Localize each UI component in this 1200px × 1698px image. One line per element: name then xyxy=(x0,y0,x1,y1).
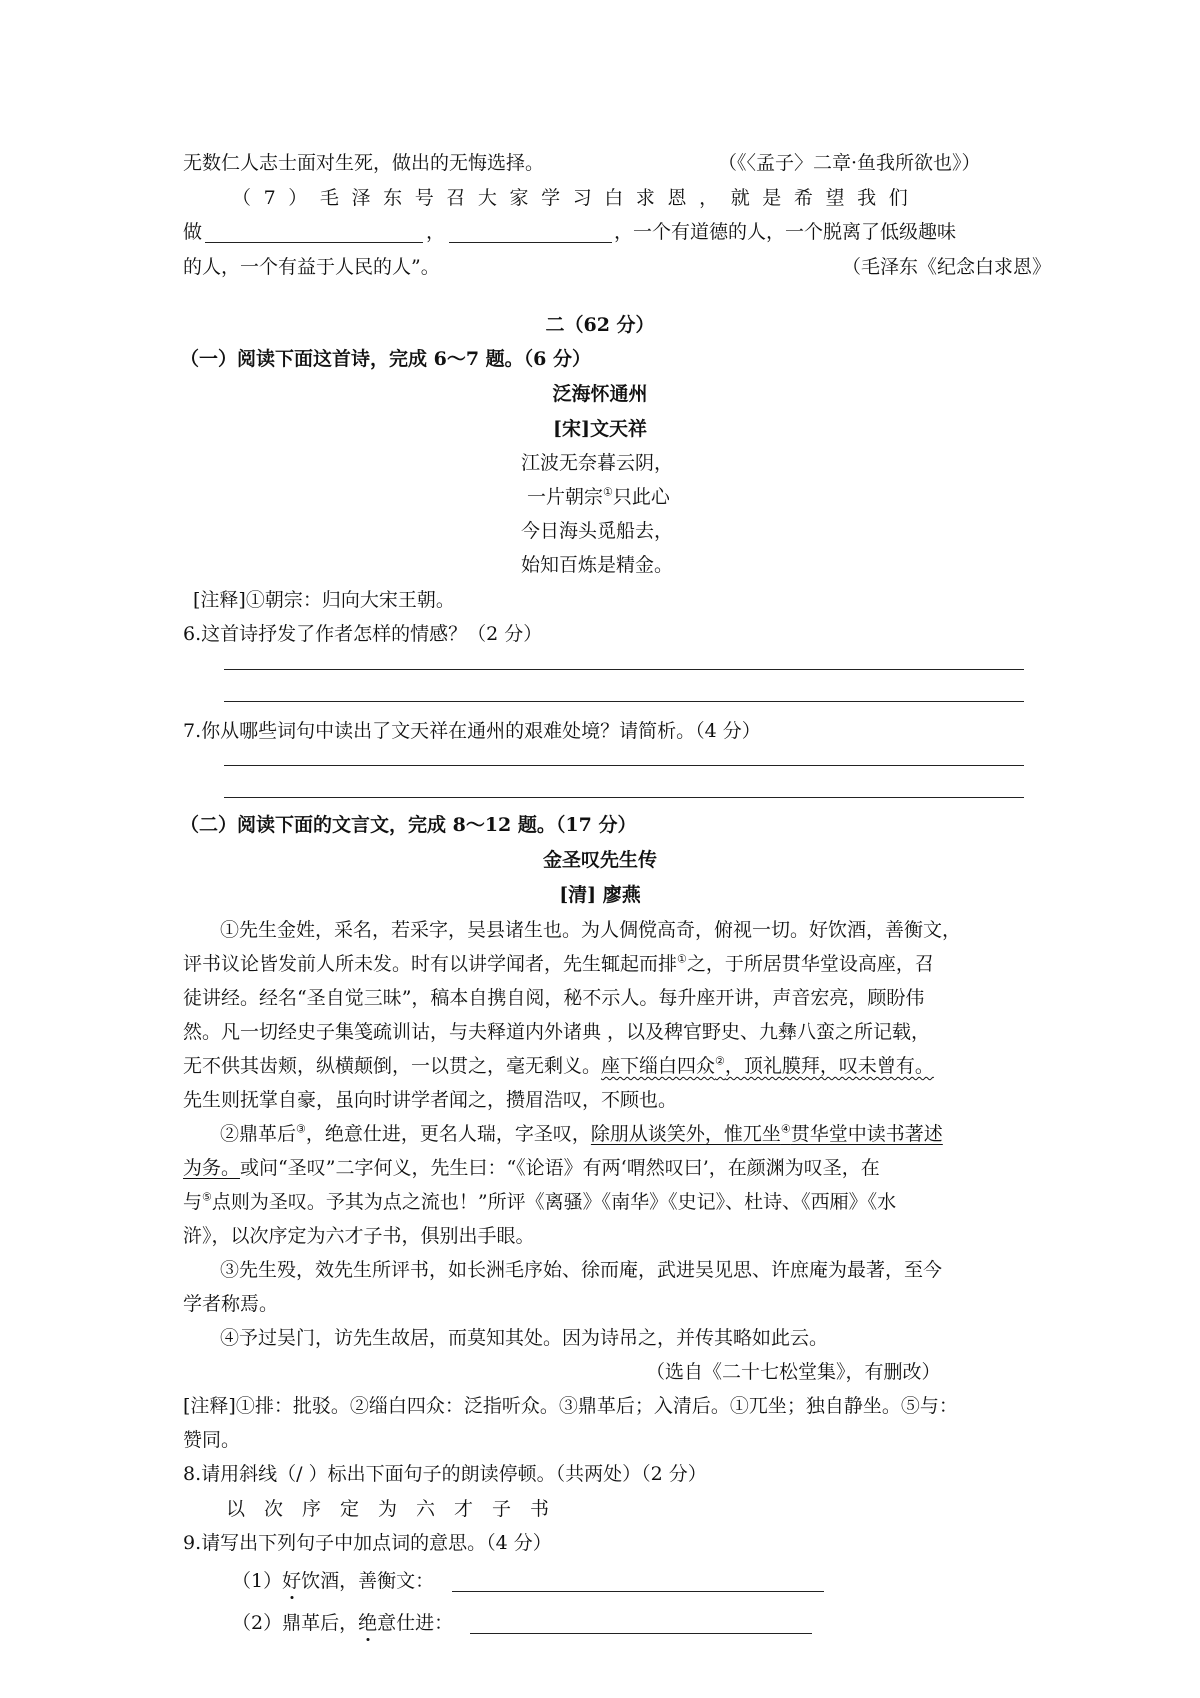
essay-line: ④予过吴门，访先生故居，而莫知其处。因为诗吊之，并传其略如此云。 xyxy=(220,1327,829,1349)
part-heading: （一）阅读下面这首诗，完成 6～7 题。（6 分） xyxy=(180,348,592,370)
answer-line[interactable] xyxy=(224,701,1024,702)
part-heading: （二）阅读下面的文言文，完成 8～12 题。（17 分） xyxy=(180,814,637,836)
poem-line: 今日海头觅船去， xyxy=(521,520,674,542)
essay-line: 然。凡一切经史子集笺疏训诂，与夫释道内外诸典 ，以及稗官野史、九彝八蛮之所记载， xyxy=(183,1021,931,1043)
poem-title: 泛海怀通州 xyxy=(552,383,648,405)
essay-source: （选自《二十七松堂集》，有删改） xyxy=(646,1361,941,1383)
essay-line: 先生则抚掌自豪，虽向时讲学者闻之，攒眉浩叹，不顾也。 xyxy=(183,1089,678,1111)
question-7: 7.你从哪些词句中读出了文天祥在通州的艰难处境？请简析。（4 分） xyxy=(183,720,761,742)
essay-line: 与⑤点则为圣叹。予其为点之流也！”所评《离骚》《南华》《史记》、杜诗、《西厢》《水 xyxy=(183,1190,897,1213)
question-7-line: （7）毛泽东号召大家学习白求恩，就是希望我们 xyxy=(232,187,921,209)
essay-line: 评书议论皆发前人所未发。时有以讲学闻者，先生辄起而排①之，于所居贯华堂设高座，召 xyxy=(183,952,934,975)
underlined-sentence: 除朋从谈笑外，惟兀坐④贯华堂中读书著述 xyxy=(590,1122,943,1145)
answer-blank[interactable] xyxy=(449,242,612,243)
poem-line: 始知百炼是精金。 xyxy=(521,554,674,576)
answer-line[interactable] xyxy=(224,797,1024,798)
essay-title: 金圣叹先生传 xyxy=(542,849,657,871)
question-8: 8.请用斜线（/ ）标出下面句子的朗读停顿。（共两处）（2 分） xyxy=(183,1463,707,1485)
source-citation: （毛泽东《纪念白求恩》 xyxy=(842,256,1052,278)
poem-author: [宋]文天祥 xyxy=(553,418,647,440)
underlined-sentence: 为务。 xyxy=(183,1157,241,1179)
question-7-line: 做 xyxy=(183,221,203,243)
question-7-line: 的人，一个有益于人民的人”。 xyxy=(183,256,440,278)
answer-line[interactable] xyxy=(224,765,1024,766)
poem-line: 一片朝宗①只此心 xyxy=(527,485,670,508)
text-line: 无数仁人志士面对生死，做出的无悔选择。 xyxy=(183,152,545,174)
essay-author: [清] 廖燕 xyxy=(559,884,641,906)
question-7-line: ，一个有道德的人，一个脱离了低级趣味 xyxy=(614,221,957,243)
poem-line: 江波无奈暮云阴， xyxy=(521,452,674,474)
poem-note: [注释]①朝宗：归向大宋王朝。 xyxy=(193,589,455,611)
dotted-word: 绝 xyxy=(358,1612,378,1634)
question-9-item-2: （2）鼎革后，绝意仕进： xyxy=(232,1612,454,1634)
essay-notes: 赞同。 xyxy=(183,1429,241,1451)
essay-line: 为务。或问“圣叹”二字何义，先生曰：“《论语》有两‘喟然叹曰’，在颜渊为叹圣，在 xyxy=(183,1157,880,1179)
wavy-underlined-sentence: 座下缁白四众②，顶礼膜拜，叹未曾有。 xyxy=(601,1054,934,1077)
question-9: 9.请写出下列句子中加点词的意思。（4 分） xyxy=(183,1532,552,1554)
question-8-sentence: 以次序定为六才子书 xyxy=(226,1498,569,1520)
essay-line: 学者称焉。 xyxy=(183,1293,279,1315)
answer-blank[interactable] xyxy=(205,242,423,243)
source-citation: （《〈孟子〉二章·鱼我所欲也》） xyxy=(718,152,981,174)
essay-line: ②鼎革后③，绝意仕进，更名人瑞，字圣叹，除朋从谈笑外，惟兀坐④贯华堂中读书著述 xyxy=(220,1122,943,1145)
essay-line: 无不供其齿颊，纵横颠倒，一以贯之，毫无剩义。座下缁白四众②，顶礼膜拜，叹未曾有。 xyxy=(183,1054,934,1077)
essay-line: ①先生金姓，采名，若采字，吴县诸生也。为人倜傥高奇，俯视一切。好饮酒，善衡文， xyxy=(220,919,962,941)
essay-line: ③先生殁，效先生所评书，如长洲毛序始、徐而庵，武进吴见思、许庶庵为最著，至今 xyxy=(220,1259,943,1281)
essay-notes: [注释]①排：批驳。②缁白四众：泛指听众。③鼎革后；入清后。①兀坐；独自静坐。⑤与： xyxy=(183,1395,958,1417)
question-9-item-1: （1）好饮酒，善衡文： xyxy=(232,1570,435,1592)
comma: ， xyxy=(426,221,446,243)
essay-line: 浒》，以次序定为六才子书，俱别出手眼。 xyxy=(183,1225,535,1247)
answer-blank[interactable] xyxy=(470,1633,812,1634)
answer-line[interactable] xyxy=(224,669,1024,670)
dotted-word: 好 xyxy=(282,1570,302,1592)
section-heading: 二（62 分） xyxy=(545,314,655,336)
essay-line: 徒讲经。经名“圣自觉三昧”，稿本自携自阅，秘不示人。每升座开讲，声音宏亮，顾盼伟 xyxy=(183,987,925,1009)
question-6: 6.这首诗抒发了作者怎样的情感？（2 分） xyxy=(183,623,543,645)
answer-blank[interactable] xyxy=(452,1591,824,1592)
